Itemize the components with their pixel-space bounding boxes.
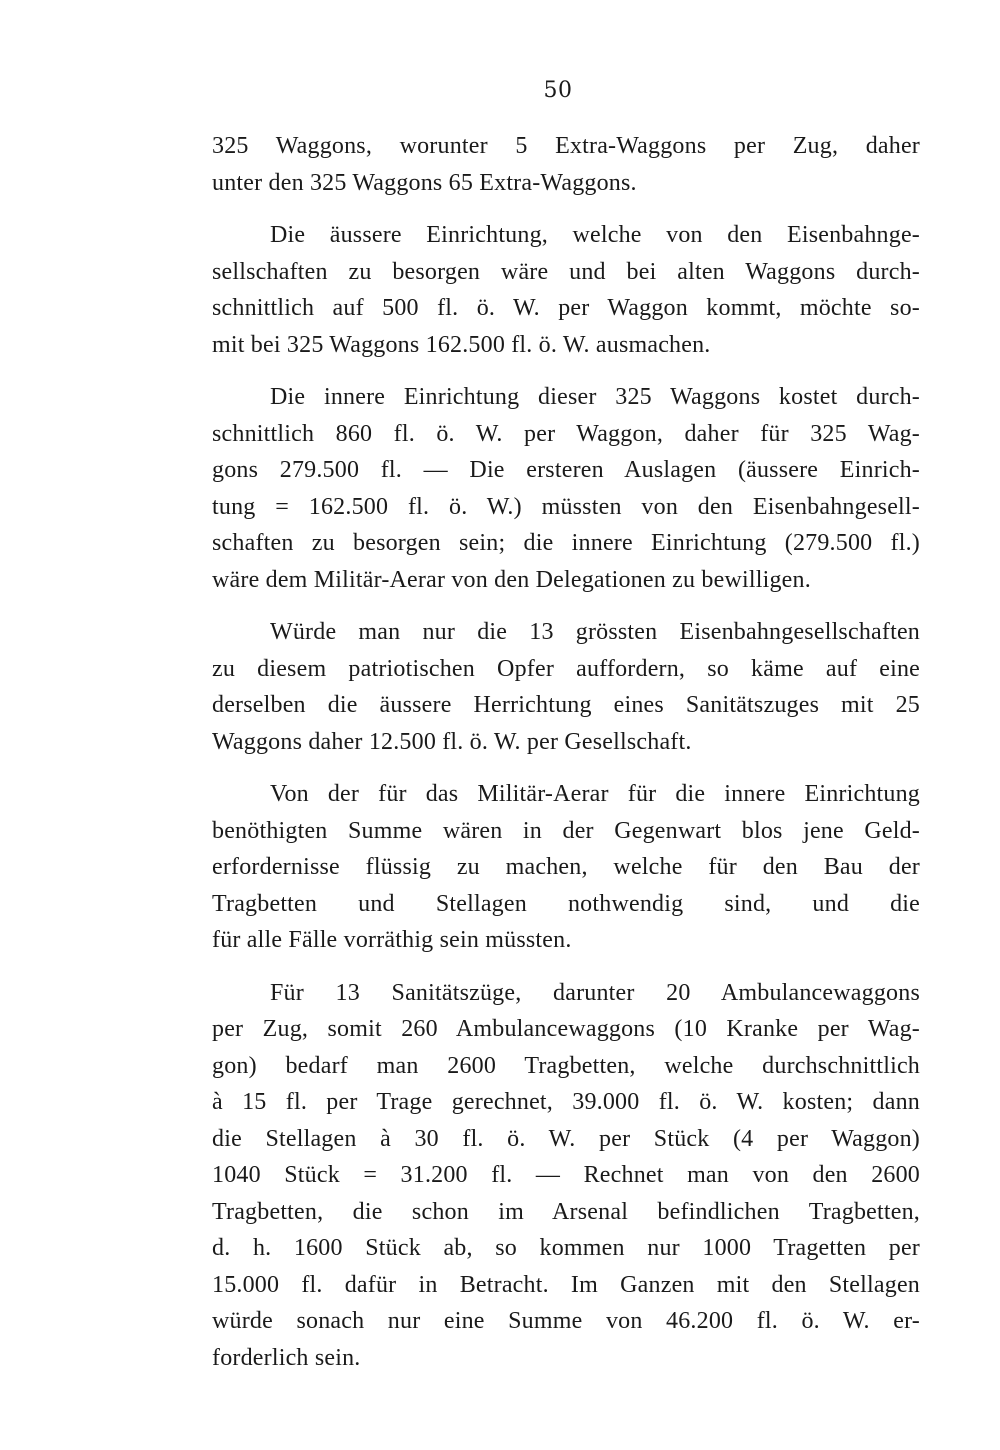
- text-line: erfordernisse flüssig zu machen, welche für den Bau der: [212, 854, 920, 880]
- text-line: derselben die äussere Herrichtung eines Sanitätszuges mit 25: [212, 692, 920, 718]
- text-line: mit bei 325 Waggons 162.500 fl. ö. W. ausmachen.: [212, 331, 711, 358]
- text-line: 325 Waggons, worunter 5 Extra-Waggons per Zug, daher: [212, 133, 920, 159]
- paragraph: [212, 776, 920, 959]
- text-line: gon) bedarf man 2600 Tragbetten, welche durchschnittlich: [212, 1052, 920, 1079]
- text-line: à 15 fl. per Trage gerechnet, 39.000 fl. ö. W. kosten; dann: [212, 1089, 920, 1115]
- text-line: schnittlich auf 500 fl. ö. W. per Waggon kommt, möchte so-: [212, 295, 920, 321]
- text-line: per Zug, somit 260 Ambulancewaggons (10 Kranke per Wag-: [212, 1016, 920, 1042]
- text-line: Die innere Einrichtung dieser 325 Waggons kostet durch-: [270, 384, 920, 410]
- text-line: Würde man nur die 13 grössten Eisenbahngesellschaften: [270, 619, 920, 645]
- text-line: Die äussere Einrichtung, welche von den Eisenbahnge-: [270, 222, 920, 248]
- text-line: gons 279.500 fl. — Die ersteren Auslagen (äussere Einrich-: [212, 457, 920, 483]
- paragraph: [212, 128, 920, 201]
- text-line: d. h. 1600 Stück ab, so kommen nur 1000 Tragetten per: [212, 1235, 920, 1261]
- text-line: schaften zu besorgen sein; die innere Einrichtung (279.500 fl.): [212, 530, 920, 556]
- paragraph: [212, 975, 920, 1377]
- text-line: Von der für das Militär-Aerar für die innere Einrichtung: [270, 781, 920, 807]
- text-line: die Stellagen à 30 fl. ö. W. per Stück (4 per Waggon): [212, 1125, 920, 1152]
- paragraph: [212, 379, 920, 598]
- paragraph: [212, 217, 920, 363]
- text-line: 1040 Stück = 31.200 fl. — Rechnet man von den 2600: [212, 1162, 920, 1188]
- body-text: [212, 128, 920, 1392]
- text-line: tung = 162.500 fl. ö. W.) müssten von den Eisenbahngesell-: [212, 493, 920, 520]
- text-line: schnittlich 860 fl. ö. W. per Waggon, daher für 325 Wag-: [212, 420, 920, 447]
- text-line: 15.000 fl. dafür in Betracht. Im Ganzen mit den Stellagen: [212, 1271, 920, 1298]
- text-line: wäre dem Militär-Aerar von den Delegationen zu bewilligen.: [212, 566, 811, 593]
- text-line: Für 13 Sanitätszüge, darunter 20 Ambulancewaggons: [270, 979, 920, 1006]
- text-line: für alle Fälle vorräthig sein müssten.: [212, 927, 572, 953]
- text-line: sellschaften zu besorgen wäre und bei alten Waggons durch-: [212, 258, 920, 285]
- text-line: unter den 325 Waggons 65 Extra-Waggons.: [212, 169, 637, 196]
- text-line: Waggons daher 12.500 fl. ö. W. per Gesellschaft.: [212, 728, 692, 755]
- text-line: Tragbetten, die schon im Arsenal befindlichen Tragbetten,: [212, 1198, 920, 1225]
- text-line: forderlich sein.: [212, 1344, 361, 1371]
- text-line: zu diesem patriotischen Opfer auffordern, so käme auf eine: [212, 655, 920, 682]
- paragraph: [212, 614, 920, 760]
- page-number: 50: [543, 78, 573, 103]
- text-line: benöthigten Summe wären in der Gegenwart blos jene Geld-: [212, 817, 920, 844]
- text-line: würde sonach nur eine Summe von 46.200 fl. ö. W. er-: [212, 1308, 920, 1334]
- text-line: Tragbetten und Stellagen nothwendig sind, und die: [212, 890, 920, 917]
